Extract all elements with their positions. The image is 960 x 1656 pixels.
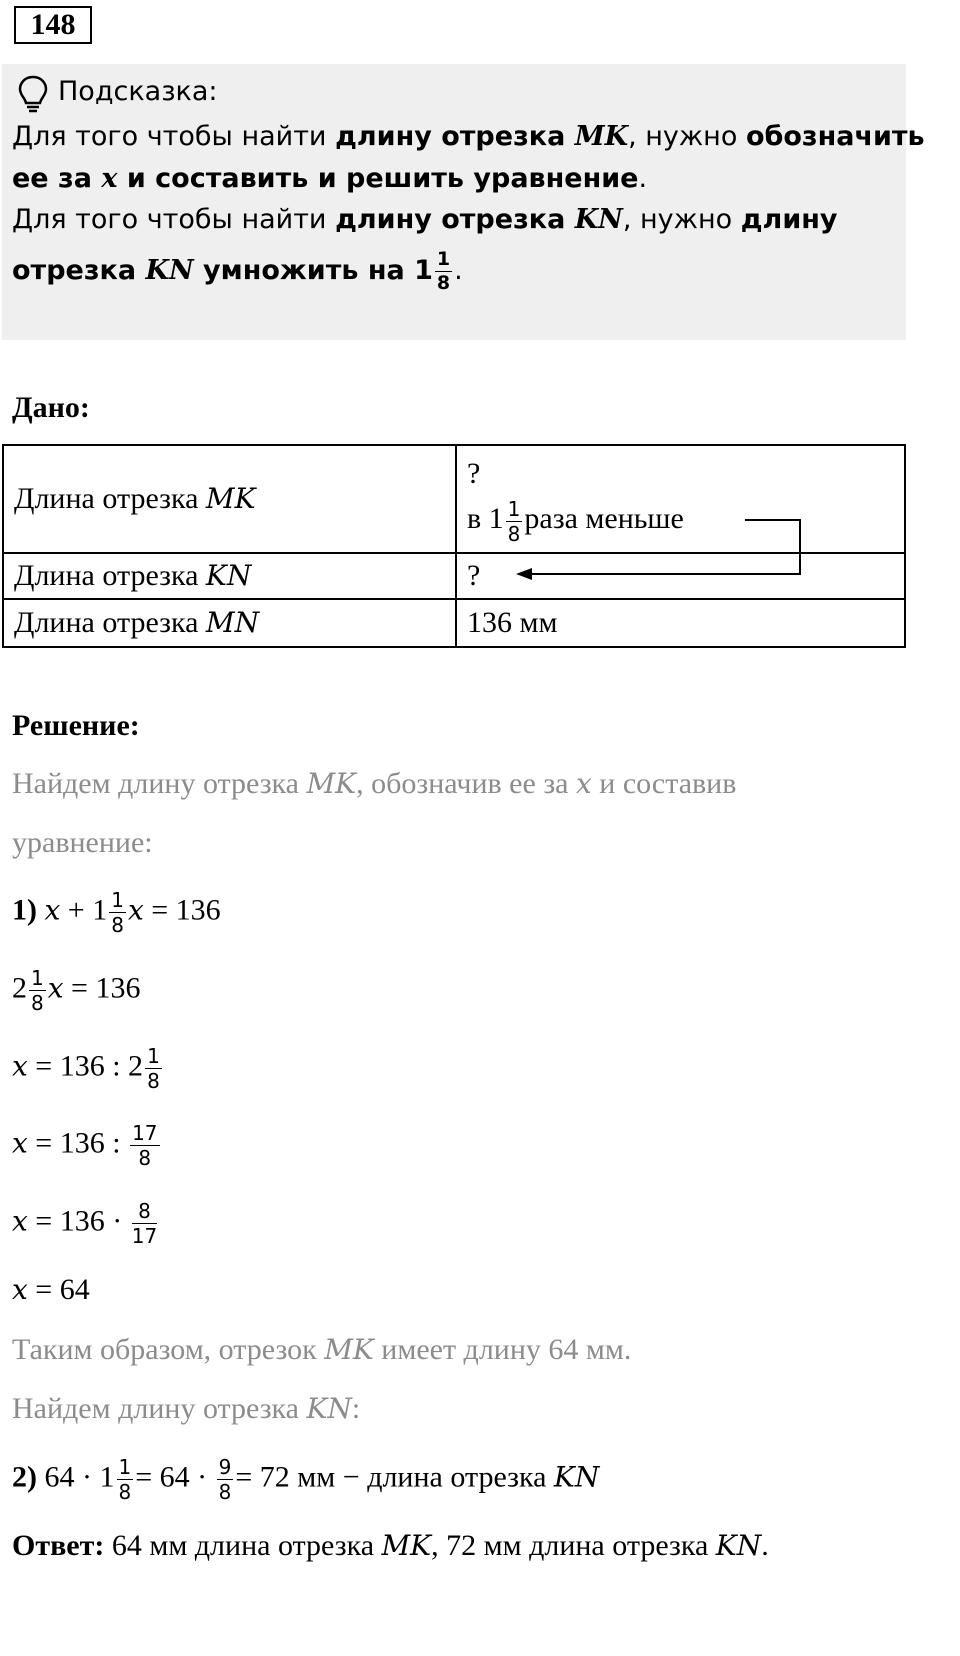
table-cell: ? xyxy=(456,553,905,599)
hint-box xyxy=(2,64,925,340)
equation-1: 1) x + 1 $\frac{1}{8}$ x = 136 xyxy=(12,888,221,937)
given-heading: Дано: xyxy=(12,391,90,424)
equation-3: x = 136 : 2 $\frac{1}{8}$ xyxy=(12,1044,160,1093)
equation-4: x = 136 : $\frac{17}{8}$ xyxy=(12,1121,158,1170)
solution-heading: Решение: xyxy=(12,709,140,742)
fraction: $\frac{8}{17}$ xyxy=(131,1199,158,1248)
table-cell: Длина отрезка MN xyxy=(3,599,456,647)
table-row xyxy=(3,599,905,647)
fraction: $\frac{9}{8}$ xyxy=(218,1455,232,1504)
equation-2: 2 $\frac{1}{8}$ x = 136 xyxy=(12,966,141,1015)
hint-line-3: Для того чтобы найти длину отрезка KN, нужно длину xyxy=(12,204,838,235)
find-kn: Найдем длину отрезка KN: xyxy=(12,1392,361,1425)
hint-line-2: ее за x и составить и решить уравнение. xyxy=(12,163,648,194)
table-cell: ? в 1 $\frac{1}{8}$ раза меньше xyxy=(456,445,905,553)
table-cell: Длина отрезка MK xyxy=(3,445,456,553)
hint-line-1: Для того чтобы найти длину отрезка MK, нужно обозначить xyxy=(12,121,925,152)
answer: Ответ: 64 мм длина отрезка MK, 72 мм длина отрезка KN. xyxy=(12,1529,769,1562)
table-cell: 136 мм xyxy=(456,599,905,647)
solution-intro-2: уравнение: xyxy=(12,826,153,859)
solution-intro-1: Найдем длину отрезка MK, обозначив ее за x и составив xyxy=(12,767,737,800)
hint-title: Подсказка: xyxy=(58,76,218,107)
lightbulb-icon xyxy=(16,74,50,114)
relation-arrow xyxy=(500,510,820,590)
equation-5: x = 136 · $\frac{8}{17}$ xyxy=(12,1199,158,1248)
equation-7: 2) 64 · 1 $\frac{1}{8}$ = 64 · $\frac{9}{8}$ = 72 мм − длина отрезка KN xyxy=(12,1455,600,1504)
fraction: $\frac{1}{8}$ xyxy=(31,966,44,1015)
task-number: 148 xyxy=(14,6,92,44)
fraction: $\frac{1}{8}$ xyxy=(507,496,521,546)
hint-line-4: отрезка KN умножить на 1 $\frac{1}{8}$ . xyxy=(12,248,463,294)
table-cell: Длина отрезка KN xyxy=(3,553,456,599)
fraction: $\frac{1}{8}$ xyxy=(147,1044,160,1093)
fraction: $\frac{1}{8}$ xyxy=(111,888,124,937)
equation-6: x = 64 xyxy=(12,1273,90,1306)
fraction: $\frac{17}{8}$ xyxy=(132,1121,158,1170)
conclusion-1: Таким образом, отрезок MK имеет длину 64 мм. xyxy=(12,1333,632,1366)
fraction: $\frac{1}{8}$ xyxy=(436,248,451,294)
fraction: $\frac{1}{8}$ xyxy=(118,1455,132,1504)
